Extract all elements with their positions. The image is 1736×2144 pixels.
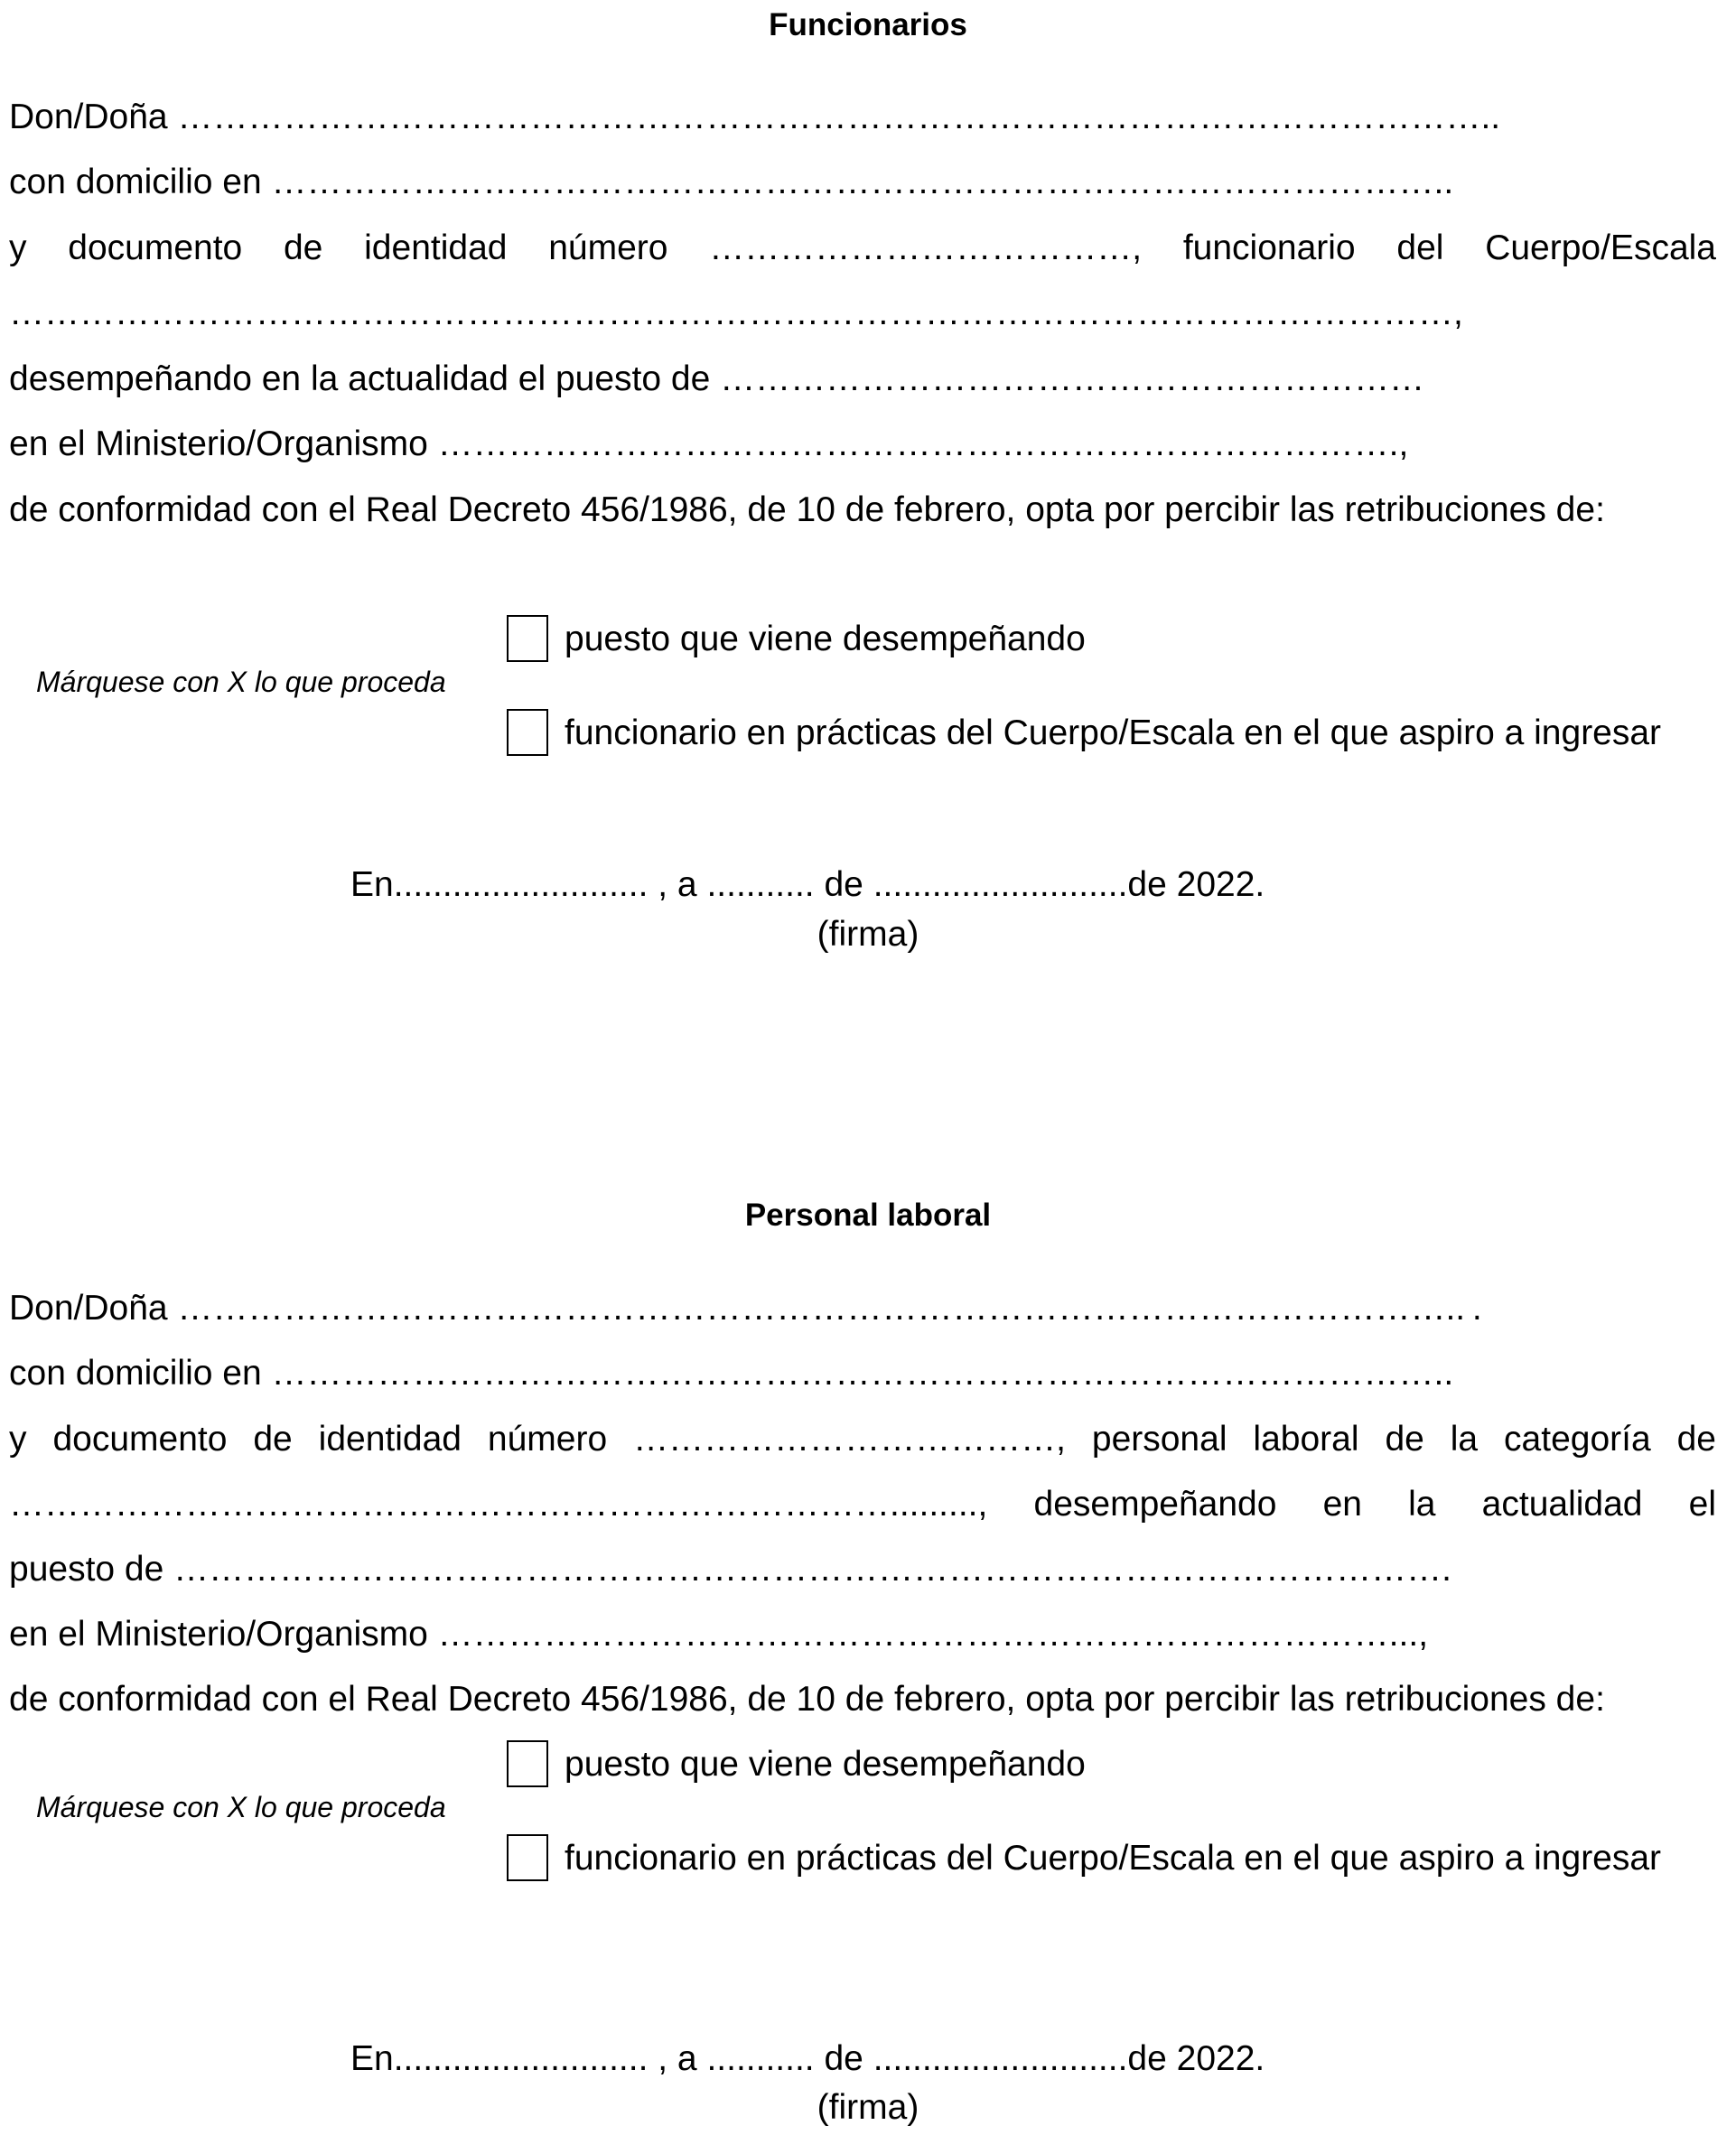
field-ministry-line[interactable]: en el Ministerio/Organismo ………………………………………………………………………..., — [9, 1615, 1429, 1654]
instruction-note: Márquese con X lo que proceda — [36, 666, 446, 698]
option-label-current-position: puesto que viene desempeñando — [565, 620, 1086, 658]
section-title: Personal laboral — [744, 1198, 992, 1233]
section-title: Funcionarios — [769, 7, 967, 42]
checkbox-practice-official[interactable] — [507, 709, 548, 756]
instruction-note: Márquese con X lo que proceda — [36, 1791, 446, 1823]
field-category-continuation-line[interactable]: …………………………………………………………………........., desempeñando en la actualidad el — [9, 1485, 1716, 1524]
field-id-corps-line[interactable]: y documento de identidad número ………………………………, funcionario del Cuerpo/Escala — [9, 228, 1716, 267]
checkbox-current-position[interactable] — [507, 615, 548, 662]
field-address-line[interactable]: con domicilio en ……………………………………………………………………………………….. — [9, 163, 1454, 201]
field-address-line[interactable]: con domicilio en ……………………………………………………………………………………….. — [9, 1354, 1454, 1393]
signature-label: (firma) — [817, 915, 919, 954]
option-label-practice-official: funcionario en prácticas del Cuerpo/Escala en el que aspiro a ingresar — [565, 713, 1662, 752]
signature-label: (firma) — [817, 2088, 919, 2127]
field-corps-continuation-line[interactable]: ……………………………………………………………………………………………………………, — [9, 294, 1463, 332]
date-place-line[interactable]: En.......................... , a ........... de ..........................de 2022. — [350, 2039, 1265, 2078]
option-label-practice-official: funcionario en prácticas del Cuerpo/Escala en el que aspiro a ingresar — [565, 1839, 1662, 1878]
field-id-category-line[interactable]: y documento de identidad número ………………………………, personal laboral de la categoría de — [9, 1420, 1716, 1459]
checkbox-practice-official[interactable] — [507, 1834, 548, 1881]
checkbox-current-position[interactable] — [507, 1740, 548, 1787]
field-ministry-line[interactable]: en el Ministerio/Organismo ………………………………………………………………………., — [9, 424, 1409, 463]
field-name-line[interactable]: Don/Doña ………………………………………………………………………………………………….. — [9, 98, 1501, 136]
field-position-line[interactable]: puesto de ………………………………………………………………………………………………. — [9, 1550, 1451, 1589]
decree-statement: de conformidad con el Real Decreto 456/1986, de 10 de febrero, opta por percibir las retribuciones de: — [9, 1680, 1605, 1719]
decree-statement: de conformidad con el Real Decreto 456/1986, de 10 de febrero, opta por percibir las retribuciones de: — [9, 490, 1605, 529]
field-name-line[interactable]: Don/Doña ……………………………………………………………………………………………….. . — [9, 1289, 1482, 1328]
date-place-line[interactable]: En.......................... , a ........... de ..........................de 2022. — [350, 865, 1265, 904]
field-position-line[interactable]: desempeñando en la actualidad el puesto de …………………………………………………… — [9, 359, 1425, 398]
option-label-current-position: puesto que viene desempeñando — [565, 1745, 1086, 1784]
